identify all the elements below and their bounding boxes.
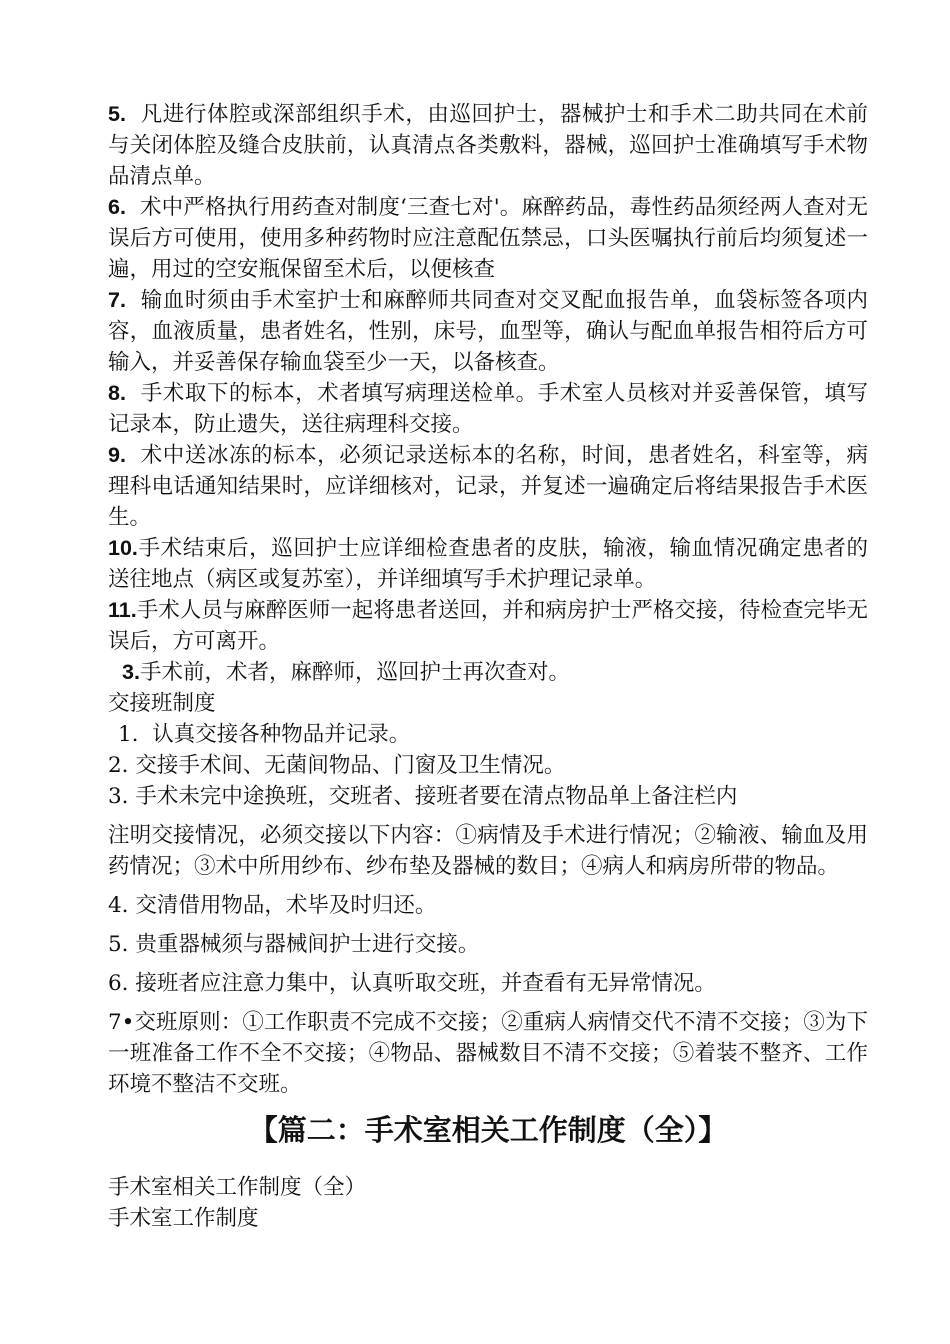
handover-item-continuation: 注明交接情况，必须交接以下内容：①病情及手术进行情况；②输液、输血及用药情况；③术中所用纱布、纱布垫及器械的数目；④病人和病房所带的物品。	[108, 823, 868, 879]
item-text: 手术取下的标本，术者填写病理送检单。手术室人员核对并妥善保管，填写记录本，防止遗失，送往病理科交接。	[108, 381, 868, 437]
list-item	[108, 533, 868, 595]
item-text: 手术人员与麻醉医师一起将患者送回，并和病房护士严格交接，待检查完毕无误后，方可离开。	[108, 598, 868, 654]
item-number: 7•	[108, 1010, 135, 1035]
document-page	[108, 99, 868, 1234]
item-number: 2.	[108, 753, 129, 778]
item-text: 凡进行体腔或深部组织手术，由巡回护士，器械护士和手术二助共同在术前与关闭体腔及缝合皮肤前，认真清点各类敷料，器械，巡回护士准确填写手术物品清点单。	[108, 102, 868, 189]
handover-item	[108, 968, 868, 999]
item-text: 手术未完中途换班，交班者、接班者要在清点物品单上备注栏内	[135, 784, 738, 809]
section-title: 【篇二：手术室相关工作制度（全）】	[248, 1113, 728, 1147]
list-item	[108, 378, 868, 440]
list-item	[108, 595, 868, 657]
list-item	[108, 285, 868, 378]
item-number: 8.	[108, 381, 126, 405]
sub-heading: 手术室相关工作制度（全）	[108, 1175, 367, 1200]
item-number: 11.	[108, 598, 137, 622]
item-text: 贵重器械须与器械间护士进行交接。	[135, 932, 480, 957]
handover-item	[108, 929, 868, 960]
item-number: 4.	[108, 893, 129, 918]
item-number: 10.	[108, 536, 138, 560]
item-text: 输血时须由手术室护士和麻醉师共同查对交叉配血报告单，血袋标签各项内容，血液质量，患者姓名，性别，床号，血型等，确认与配血单报告相符后方可输入，并妥善保存输血袋至少一天，以备核查。	[108, 288, 868, 375]
list-item	[108, 657, 868, 688]
item-text: 交清借用物品，术毕及时归还。	[135, 893, 437, 918]
item-number: 5.	[108, 102, 126, 126]
item-number: 3.	[122, 660, 140, 684]
item-number: 9.	[108, 443, 126, 467]
item-text: 认真交接各种物品并记录。	[152, 722, 411, 747]
item-text: 接班者应注意力集中，认真听取交班，并查看有无异常情况。	[135, 971, 716, 996]
item-text: 手术前，术者，麻醉师，巡回护士再次查对。	[139, 660, 570, 685]
item-number: 3.	[108, 784, 129, 809]
item-number: 6.	[108, 195, 126, 219]
item-number: 6.	[108, 971, 129, 996]
list-item	[108, 440, 868, 533]
item-text: 手术结束后，巡回护士应详细检查患者的皮肤，输液，输血情况确定患者的送往地点（病区或复苏室），并详细填写手术护理记录单。	[108, 536, 868, 592]
handover-item	[108, 781, 868, 812]
list-item	[108, 99, 868, 192]
item-text: 术中送冰冻的标本，必须记录送标本的名称，时间，患者姓名，科室等，病理科电话通知结果时，应详细核对，记录，并复述一遍确定后将结果报告手术医生。	[108, 443, 868, 530]
item-text: 术中严格执行用药查对制度‘三查七对'。麻醉药品，毒性药品须经两人查对无误后方可使用，使用多种药物时应注意配伍禁忌，口头医嘱执行前后均须复述一遍，用过的空安瓶保留至术后，以便核查	[108, 195, 869, 282]
handover-item	[108, 719, 868, 750]
handover-item	[108, 890, 868, 921]
sub-heading: 手术室工作制度	[108, 1206, 259, 1231]
item-text: 交班原则：①工作职责不完成不交接；②重病人病情交代不清不交接；③为下一班准备工作不全不交接；④物品、器械数目不清不交接；⑤着装不整齐、工作环境不整洁不交班。	[108, 1010, 868, 1097]
handover-item	[108, 1007, 868, 1100]
item-text: 交接手术间、无菌间物品、门窗及卫生情况。	[135, 753, 566, 778]
item-number: 7.	[108, 288, 126, 312]
handover-heading: 交接班制度	[108, 691, 216, 716]
item-number: 1.	[118, 722, 139, 747]
item-number: 5.	[108, 932, 129, 957]
handover-item	[108, 750, 868, 781]
list-item	[108, 192, 868, 285]
